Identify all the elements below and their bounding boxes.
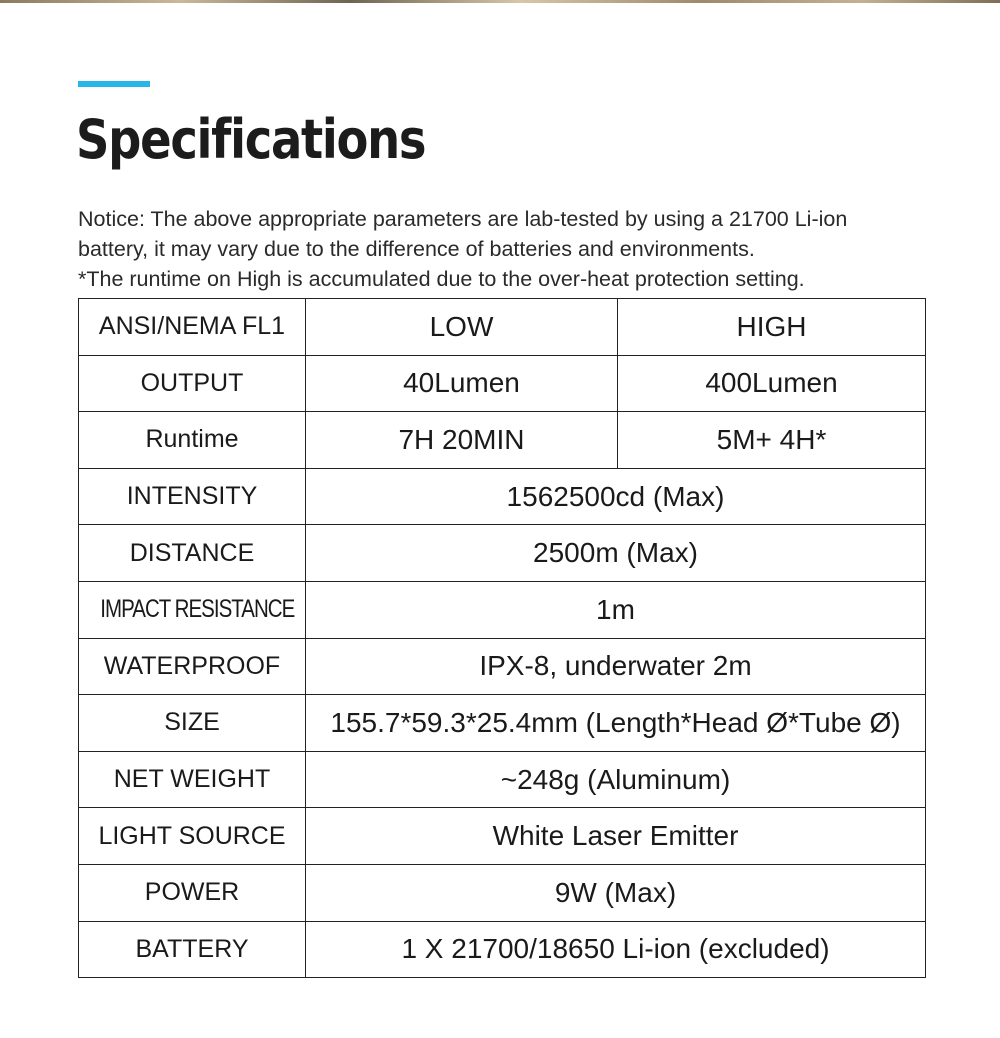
column-header-high: HIGH bbox=[618, 299, 926, 356]
notice-line: Notice: The above appropriate parameters are lab-tested by using a 21700 Li-ion bbox=[78, 207, 848, 231]
notice-line: battery, it may vary due to the difference of batteries and environments. bbox=[78, 237, 755, 261]
light-source-value: White Laser Emitter bbox=[306, 808, 926, 865]
table-row-weight bbox=[79, 751, 926, 808]
row-label: Runtime bbox=[79, 412, 306, 469]
top-decorative-strip bbox=[0, 0, 1000, 3]
weight-value: ~248g (Aluminum) bbox=[306, 751, 926, 808]
row-label: WATERPROOF bbox=[79, 638, 306, 695]
output-low-value: 40Lumen bbox=[306, 355, 618, 412]
size-value: 155.7*59.3*25.4mm (Length*Head Ø*Tube Ø) bbox=[306, 695, 926, 752]
specifications-table bbox=[78, 298, 926, 978]
row-label: DISTANCE bbox=[79, 525, 306, 582]
table-row-distance bbox=[79, 525, 926, 582]
table-row-intensity bbox=[79, 468, 926, 525]
power-value: 9W (Max) bbox=[306, 864, 926, 921]
title-accent-bar bbox=[78, 81, 150, 87]
table-row-light-source bbox=[79, 808, 926, 865]
row-label-text: IMPACT RESISTANCE bbox=[100, 595, 295, 624]
row-label: NET WEIGHT bbox=[79, 751, 306, 808]
row-label: OUTPUT bbox=[79, 355, 306, 412]
table-row-header bbox=[79, 299, 926, 356]
page-title: Specifications bbox=[76, 108, 426, 171]
table-row-size bbox=[79, 695, 926, 752]
notice-line: *The runtime on High is accumulated due to the over-heat protection setting. bbox=[78, 267, 805, 291]
impact-value: 1m bbox=[306, 581, 926, 638]
battery-value: 1 X 21700/18650 Li-ion (excluded) bbox=[306, 921, 926, 978]
row-label: ANSI/NEMA FL1 bbox=[79, 299, 306, 356]
row-label: INTENSITY bbox=[79, 468, 306, 525]
output-high-value: 400Lumen bbox=[618, 355, 926, 412]
table-row-power bbox=[79, 864, 926, 921]
row-label: SIZE bbox=[79, 695, 306, 752]
distance-value: 2500m (Max) bbox=[306, 525, 926, 582]
row-label bbox=[79, 581, 306, 638]
table-row-waterproof bbox=[79, 638, 926, 695]
runtime-high-value: 5M+ 4H* bbox=[618, 412, 926, 469]
row-label: BATTERY bbox=[79, 921, 306, 978]
table-row-runtime bbox=[79, 412, 926, 469]
row-label: POWER bbox=[79, 864, 306, 921]
table-row-output bbox=[79, 355, 926, 412]
row-label: LIGHT SOURCE bbox=[79, 808, 306, 865]
table-row-impact bbox=[79, 581, 926, 638]
column-header-low: LOW bbox=[306, 299, 618, 356]
waterproof-value: IPX-8, underwater 2m bbox=[306, 638, 926, 695]
table-row-battery bbox=[79, 921, 926, 978]
runtime-low-value: 7H 20MIN bbox=[306, 412, 618, 469]
intensity-value: 1562500cd (Max) bbox=[306, 468, 926, 525]
notice-text bbox=[78, 204, 958, 294]
